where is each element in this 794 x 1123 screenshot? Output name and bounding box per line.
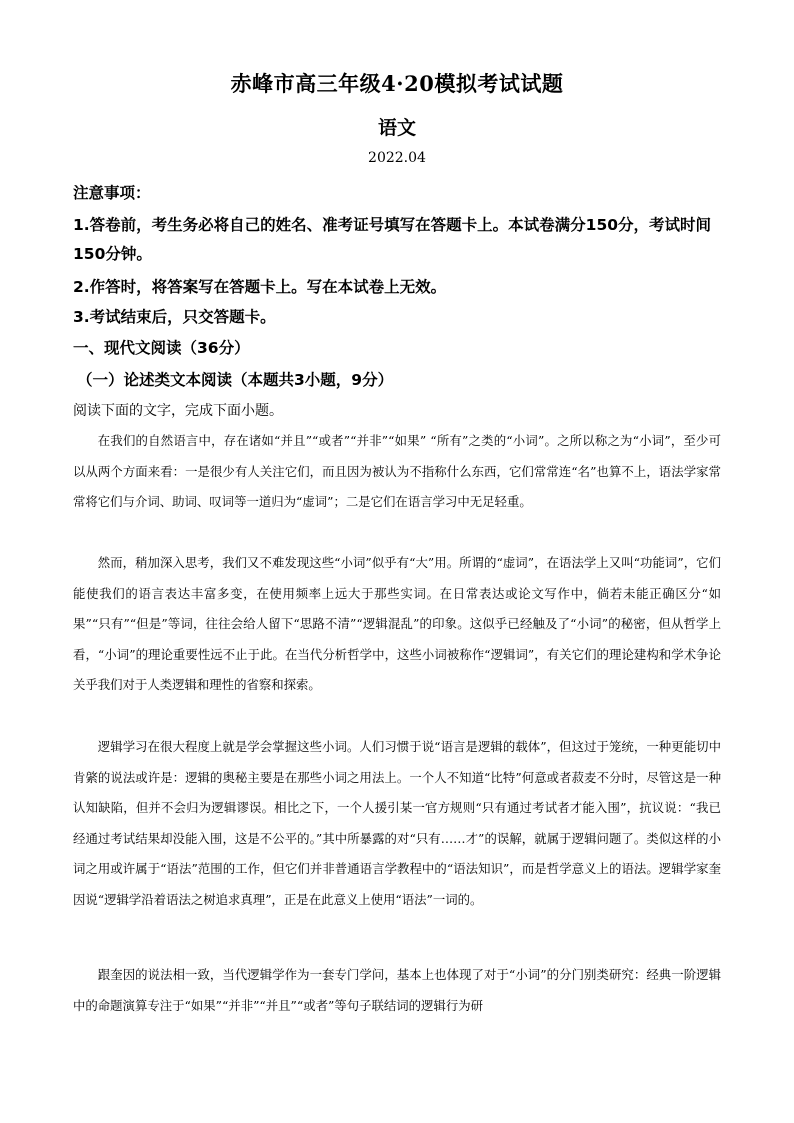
- notice-item-1: 1.答卷前，考生务必将自己的姓名、准考证号填写在答题卡上。本试卷满分150分，考试时间150分钟。: [73, 216, 712, 263]
- exam-date: 2022.04: [368, 150, 426, 166]
- reading-instruction: 阅读下面的文字，完成下面小题。: [73, 403, 283, 419]
- subject-title: 语文: [377, 117, 416, 139]
- notice-heading: 注意事项：: [73, 184, 151, 202]
- paragraph-text: 在我们的自然语言中，存在诸如“并且”“或者”“并非”“如果” “所有”之类的“小词”。之所以称之为“小词”，至少可以从两个方面来看：一是很少有人关注它们，而且因为被认为不指称什么东西，它们常常连“名”也算不上，语法学家常常将它们与介词、助词、叹词等一道归为“虚词”；二是它们在语言学习中无足轻重。: [73, 433, 721, 509]
- subsection-title: （一）论述类文本阅读（本题共3小题，9分）: [77, 371, 394, 389]
- passage-paragraph-1: [73, 426, 721, 518]
- paragraph-text: 逻辑学习在很大程度上就是学会掌握这些小词。人们习惯于说“语言是逻辑的载体”，但这过于笼统，一种更能切中肯綮的说法或许是：逻辑的奥秘主要是在那些小词之用法上。一个人不知道“比特”何意或者菽麦不分时，尽管这是一种认知缺陷，但并不会归为逻辑谬误。相比之下，一个人援引某一官方规则“只有通过考试者才能入围”，抗议说：“我已经通过考试结果却没能入围，这是不公平的。”其中所暴露的对“只有……才”的误解，就属于逻辑问题了。类似这样的小词之用或许属于“语法”范围的工作，但它们并非普通语言学教程中的“语法知识”，而是哲学意义上的语法。逻辑学家奎因说“逻辑学沿着语法之树追求真理”，正是在此意义上使用“语法”一词的。: [73, 739, 721, 907]
- paragraph-text: 跟奎因的说法相一致，当代逻辑学作为一套专门学问，基本上也体现了对于“小词”的分门别类研究：经典一阶逻辑中的命题演算专注于“如果”“并非”“并且”“或者”等句子联结词的逻辑行为研: [73, 967, 721, 1013]
- notice-item-3: 3.考试结束后，只交答题卡。: [73, 308, 276, 326]
- passage-paragraph-2: [73, 548, 721, 701]
- section-title: 一、现代文阅读（36分）: [73, 339, 250, 357]
- passage-paragraph-3: [73, 732, 721, 915]
- paragraph-text: 然而，稍加深入思考，我们又不难发现这些“小词”似乎有“大”用。所谓的“虚词”，在语法学上又叫“功能词”，它们能使我们的语言表达丰富多变，在使用频率上远大于那些实词。在日常表达或论文写作中，倘若未能正确区分“如果”“只有”“但是”等词，往往会给人留下“思路不清”“逻辑混乱”的印象。这似乎已经触及了“小词”的秘密，但从哲学上看，“小词”的理论重要性远不止于此。在当代分析哲学中，这些小词被称作“逻辑词”，有关它们的理论建构和学术争论关乎我们对于人类逻辑和理性的省察和探索。: [73, 555, 721, 692]
- notice-item-2: 2.作答时，将答案写在答题卡上。写在本试卷上无效。: [73, 278, 447, 296]
- exam-title: 赤峰市高三年级4·20模拟考试试题: [230, 71, 564, 96]
- passage-paragraph-4: [73, 960, 721, 1021]
